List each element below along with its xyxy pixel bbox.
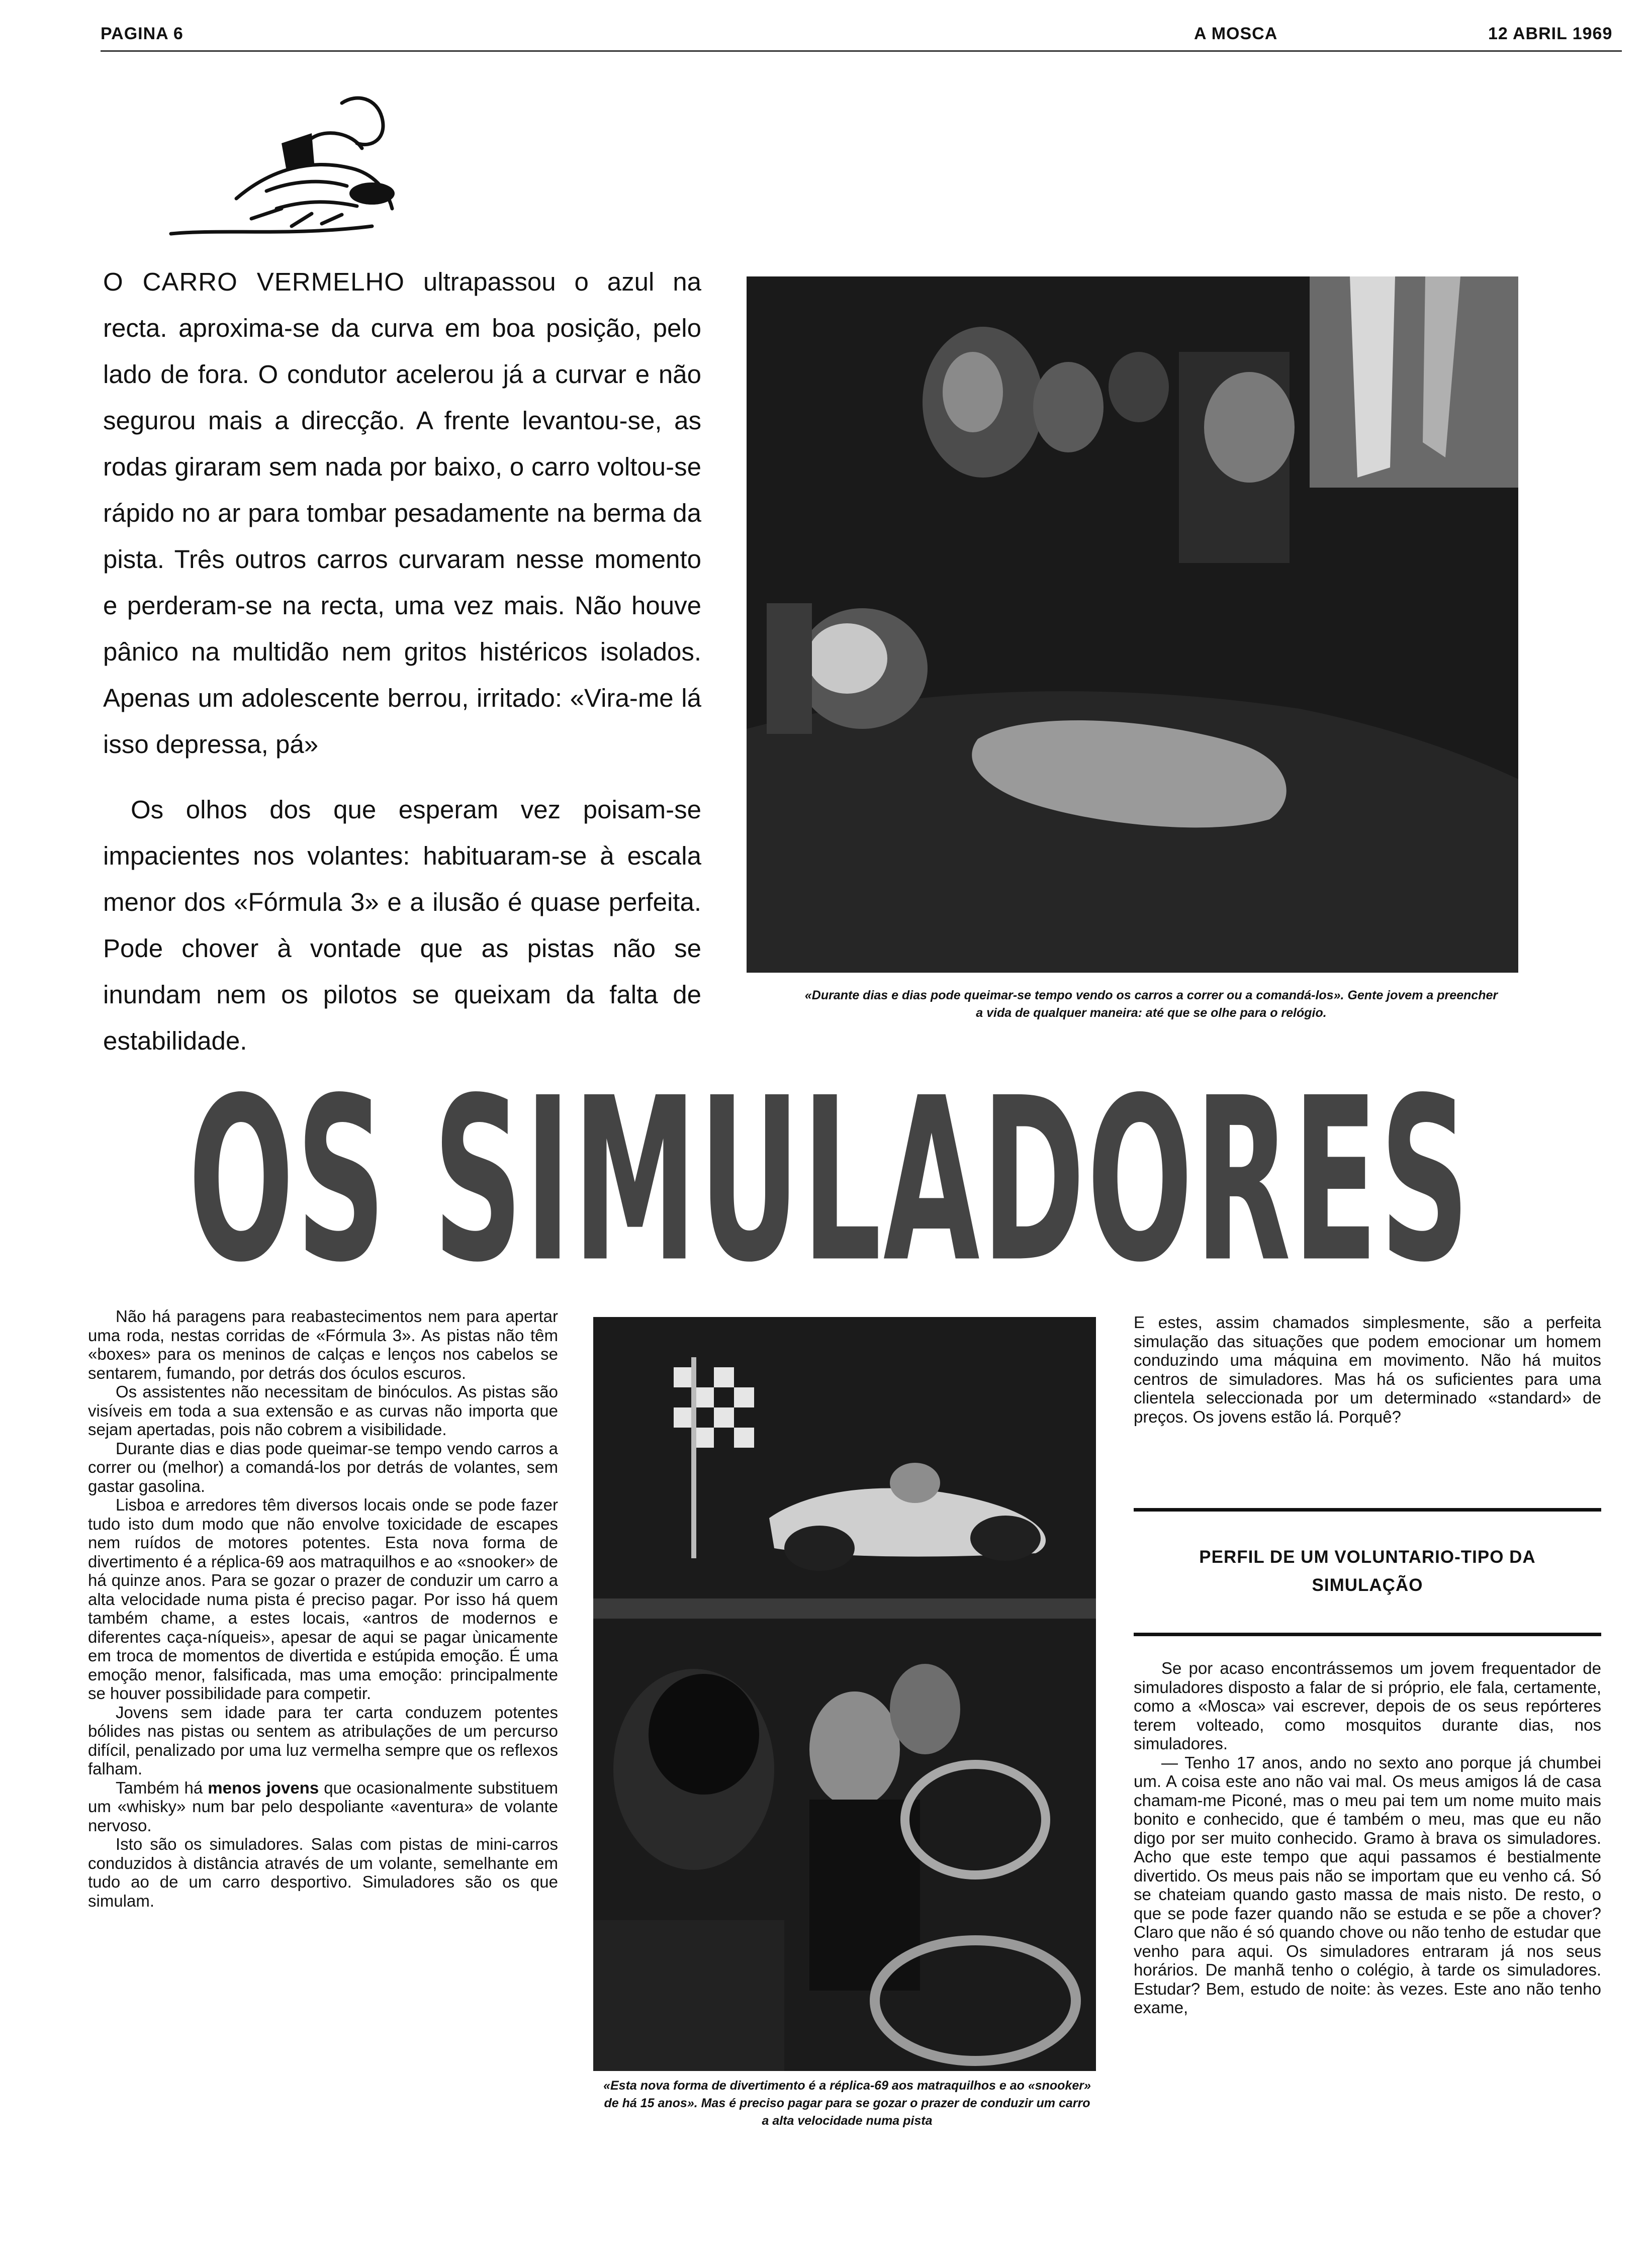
column-left-paragraph-7: Isto são os simuladores. Salas com pistas de mini-carros conduzidos à distância através de um volante, semelhante em tudo ao de um carro desportivo. Simuladores são os que simulam.: [88, 1835, 558, 1910]
column-left-paragraph-6-a: Também há: [116, 1778, 208, 1797]
header-rule: [101, 50, 1622, 52]
photo-top: [747, 276, 1518, 973]
column-left-paragraph-2: Os assistentes não necessitam de binóculos. As pistas são visíveis em toda a sua extensão e as curvas não importa que sejam apertadas, pois não cobrem a visibilidade.: [88, 1382, 558, 1439]
column-left-paragraph-1: Não há paragens para reabastecimentos nem para apertar uma roda, nestas corridas de «Fórmula 3». As pistas não têm «boxes» para os meninos de calças e lenços nos cabelos se sentarem, fumando, por detrás dos óculos escuros.: [88, 1307, 558, 1382]
intro-paragraph-1: [103, 259, 701, 768]
column-right-paragraph-3: — Tenho 17 anos, ando no sexto ano porque já chumbei um. A coisa este ano não vai mal. Os meus amigos lá de casa chamam-me Piconé, mas o meu pai tem um nome muito mais bonito e conhecido, que é também o meu, mas que eu não digo por ser muito conhecido. Gramo à brava os simuladores. Acho que este tempo que aqui passamos é bestialmente divertido. Os meus pais não se importam que eu venho cá. Só se chateiam quando gasto massa de mais nisto. De resto, o que se pode fazer quando não se estuda e se põe a chover? Claro que não é só quando chove ou não tenho de estudar que venho para aqui. Os simuladores entraram já nos seus horários. De manhã tenho o colégio, à tarde os simuladores. Estudar? Bem, estudo de noite: às vezes. Este ano não tenho exame,: [1134, 1753, 1601, 2017]
column-left-paragraph-3: Durante dias e dias pode queimar-se tempo vendo carros a correr ou (melhor) a comandá-los por detrás de volantes, sem gastar gasolina.: [88, 1439, 558, 1495]
photo-top-image: [747, 276, 1518, 973]
column-right-top: [1134, 1313, 1601, 1426]
column-left-paragraph-6: [88, 1778, 558, 1835]
sketch-illustration: [161, 83, 442, 249]
box-rule-top: [1134, 1508, 1601, 1512]
photo-top-caption: «Durante dias e dias pode queimar-se tempo vendo os carros a correr ou a comandá-los». Gente jovem a preencher a vida de qualquer maneira: até que se olhe para o relógio.: [804, 988, 1498, 1020]
sidebar-box-title: PERFIL DE UM VOLUNTARIO-TIPO DA SIMULAÇÃO: [1199, 1547, 1536, 1595]
photo-center-image: [593, 1317, 1096, 2071]
column-left-paragraph-6-bold: menos jovens: [208, 1778, 319, 1797]
intro-text: [103, 259, 701, 1083]
intro-paragraph-2: Os olhos dos que esperam vez poisam-se impacientes nos volantes: habituaram-se à escala menor dos «Fórmula 3» e a ilusão é quase perfeita. Pode chover à vontade que as pistas não se inundam nem os pilotos se queixam da falta de estabilidade.: [103, 795, 701, 1055]
headline-text: OS SIMULADORES: [188, 1050, 1472, 1312]
column-left-paragraph-4: Lisboa e arredores têm diversos locais onde se pode fazer tudo isto dum modo que não envolve toxicidade de escapes nem ruídos de motores potentes. Esta nova forma de divertimento é a réplica-69 aos matraquilhos e ao «snooker» de há quinze anos. Para se gozar o prazer de conduzir um carro a alta velocidade numa pista é preciso pagar. Por isso há quem também chame, a estes locais, «antros de modernos e diferentes caça-níqueis», apesar de aqui se pagar ùnicamente em troca de momentos de divertida e estúpida emoção. É uma emoção menor, falsificada, mas uma emoção: principalmente se houver possibilidade para competir.: [88, 1495, 558, 1703]
column-right-paragraph-2: Se por acaso encontrássemos um jovem frequentador de simuladores disposto a falar de si próprio, ele fala, certamente, como a «Mosca» vai escrever, depois de os seus repórteres terem volteado, como mosquitos durante dias, nos simuladores.: [1134, 1659, 1601, 1753]
column-left-paragraph-6-b: que ocasionalmente substituem um «whisky» num bar pelo despoliante «aventura» de volante nervoso.: [88, 1778, 558, 1835]
intro-paragraph-1-text: ultrapassou o azul na recta. aproxima-se da curva em boa posição, pelo lado de fora. O condutor acelerou já a curvar e não segurou mais a direcção. A frente levantou-se, as rodas giraram sem nada por baixo, o carro voltou-se rápido no ar para tombar pesadamente na berma da pista. Três outros carros curvaram nesse momento e perderam-se na recta, uma vez mais. Não houve pânico na multidão nem gritos histéricos isolados. Apenas um adolescente berrou, irritado: «Vira-me lá isso depressa, pá»: [103, 267, 701, 759]
photo-center-caption: «Esta nova forma de divertimento é a réplica-69 aos matraquilhos e ao «snooker» de há 15 anos». Mas é preciso pagar para se gozar o prazer de conduzir um carro a alta velocidade numa pista: [603, 2079, 1091, 2128]
headline: [75, 1050, 1584, 1312]
intro-lead-caps: O CARRO VERMELHO: [103, 267, 405, 296]
column-left-paragraph-5: Jovens sem idade para ter carta conduzem potentes bólides nas pistas ou sentem as atribulações de um percurso difícil, penalizado por uma luz vermelha sempre que os reflexos falham.: [88, 1703, 558, 1778]
issue-date: 12 ABRIL 1969: [1488, 24, 1613, 43]
column-right-bottom: [1134, 1659, 1601, 2017]
column-left: [88, 1307, 558, 1910]
box-rule-bottom: [1134, 1633, 1601, 1636]
page-number: PAGINA 6: [101, 24, 183, 43]
column-right-paragraph-1: E estes, assim chamados simplesmente, são a perfeita simulação das situações que podem emocionar um homem conduzindo uma máquina em movimento. Não há muitos centros de simuladores. Mas há os suficientes para uma clientela seleccionada por um determinado «standard» de preços. Os jovens estão lá. Porquê?: [1134, 1313, 1601, 1426]
photo-center: [593, 1317, 1096, 2071]
publication-name: A MOSCA: [1194, 24, 1278, 43]
